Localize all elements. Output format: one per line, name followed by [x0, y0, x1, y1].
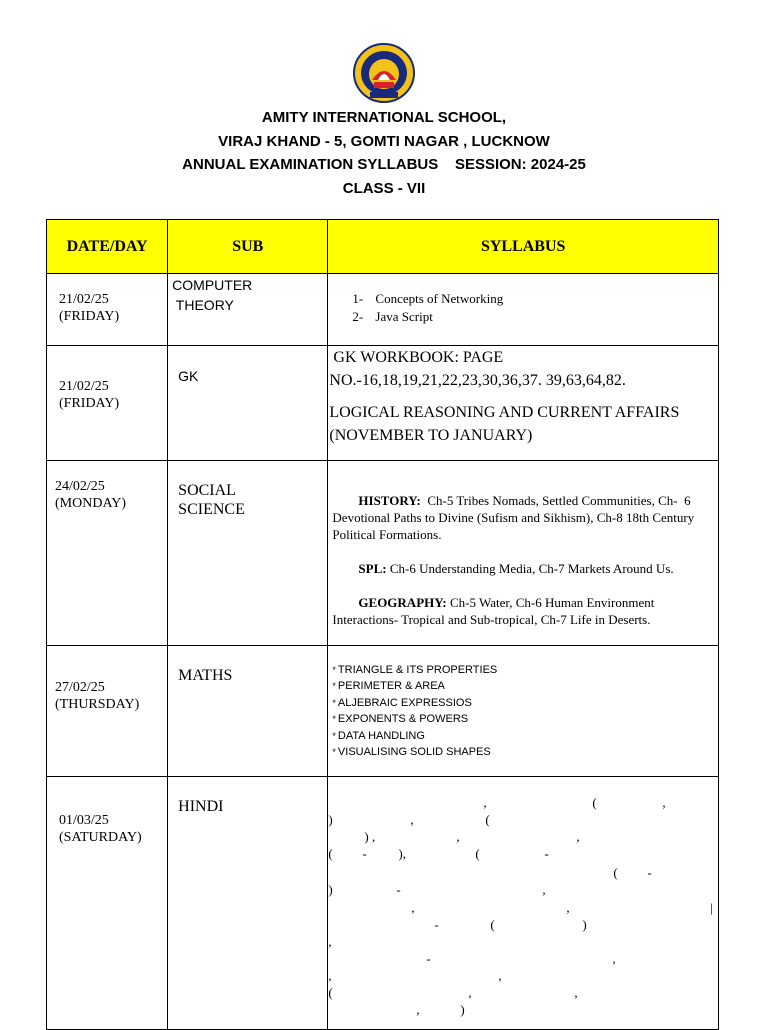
list-item: * ALJEBRAIC EXPRESSIOS: [332, 695, 718, 711]
text-fragment: -: [434, 917, 439, 932]
list-item: * PERIMETER & AREA: [332, 678, 718, 694]
list-item: * DATA HANDLING: [332, 728, 718, 744]
subject-name-cont: SCIENCE: [178, 501, 245, 518]
syllabus-cell: [328, 777, 719, 1030]
school-address: VIRAJ KHAND - 5, GOMTI NAGAR , LUCKNOW: [218, 132, 550, 150]
subject-cell: [168, 461, 328, 646]
table-header-row: [47, 220, 719, 274]
text-fragment: (: [613, 865, 618, 880]
history-label: HISTORY:: [358, 493, 421, 508]
text-fragment: ): [328, 812, 333, 827]
text-fragment: ) ,: [364, 829, 376, 844]
text-fragment: ,: [566, 900, 570, 915]
subject-cell: [168, 346, 328, 461]
exam-session: ANNUAL EXAMINATION SYLLABUS SESSION: 2024-25: [182, 156, 586, 173]
subject-name: HINDI: [178, 798, 224, 815]
date-cell: [47, 777, 168, 1030]
header-sub: SUB: [168, 220, 328, 274]
subject-name: GK: [178, 368, 199, 384]
text-fragment: -: [362, 846, 367, 861]
text-fragment: ,: [328, 934, 332, 949]
text-fragment: ): [328, 882, 333, 897]
text-fragment: ,: [468, 985, 472, 1000]
text-fragment: ,: [456, 829, 460, 844]
text-fragment: -: [396, 882, 401, 897]
text-fragment: ,: [483, 795, 487, 810]
text-fragment: ,: [662, 795, 666, 810]
table-row: [47, 346, 719, 461]
exam-day: (FRIDAY): [59, 309, 120, 324]
text-fragment: (: [328, 846, 333, 861]
subject-cell: [168, 646, 328, 777]
syllabus-cell: [328, 274, 719, 346]
syllabus-table: [46, 219, 719, 1030]
school-header: [0, 106, 768, 200]
text-fragment: ,: [328, 968, 332, 983]
exam-date: 21/02/25: [59, 379, 109, 394]
subject-name: COMPUTER: [172, 277, 253, 293]
school-logo: [350, 42, 418, 104]
text-fragment: -: [426, 951, 431, 966]
subject-name: MATHS: [178, 667, 233, 684]
syllabus-cell: [328, 646, 719, 777]
exam-date: 21/02/25: [59, 292, 109, 307]
text-fragment: ,: [576, 829, 580, 844]
header-date: DATE/DAY: [47, 220, 168, 274]
text-fragment: (: [592, 795, 597, 810]
exam-day: (SATURDAY): [59, 830, 142, 845]
hindi-syllabus: [328, 777, 718, 1027]
list-item: 1- Concepts of Networking: [352, 291, 504, 306]
gk-reasoning: LOGICAL REASONING AND CURRENT AFFAIRS (NOVEMBER TO JANUARY): [329, 404, 680, 444]
text-fragment: ,: [411, 900, 415, 915]
list-item: * TRIANGLE & ITS PROPERTIES: [332, 662, 718, 678]
list-item: * VISUALISING SOLID SHAPES: [332, 744, 718, 760]
school-name: AMITY INTERNATIONAL SCHOOL,: [261, 109, 507, 126]
geography-text: Ch-5 Water, Ch-6 Human Environment Interactions- Tropical and Sub-tropical, Ch-7 Life in Deserts.: [332, 595, 658, 627]
header-syllabus: SYLLABUS: [328, 220, 719, 274]
syllabus-cell: [328, 346, 719, 461]
exam-day: (FRIDAY): [59, 396, 120, 411]
text-fragment: ,: [612, 951, 616, 966]
text-fragment: -: [647, 865, 652, 880]
text-fragment: (: [475, 846, 480, 861]
table-row: [47, 777, 719, 1030]
text-fragment: (: [485, 812, 490, 827]
table-row: [47, 274, 719, 346]
date-cell: [47, 461, 168, 646]
exam-date: 27/02/25: [55, 680, 105, 695]
list-item: * EXPONENTS & POWERS: [332, 711, 718, 727]
date-cell: [47, 346, 168, 461]
table-row: [47, 461, 719, 646]
text-fragment: ): [460, 1002, 465, 1017]
date-cell: [47, 274, 168, 346]
syllabus-cell: [328, 461, 719, 646]
text-fragment: ),: [398, 846, 406, 861]
table-row: [47, 646, 719, 777]
text-fragment: ,: [574, 985, 578, 1000]
text-fragment: (: [328, 985, 333, 1000]
subject-name: SOCIAL: [178, 482, 236, 499]
subject-name-cont: THEORY: [172, 297, 234, 313]
text-fragment: ,: [416, 1002, 420, 1017]
text-fragment: -: [544, 846, 549, 861]
exam-date: 01/03/25: [59, 813, 109, 828]
subject-cell: [168, 777, 328, 1030]
text-fragment: ,: [498, 968, 502, 983]
text-fragment: (: [490, 917, 495, 932]
text-fragment: ,: [542, 882, 546, 897]
subject-cell: [168, 274, 328, 346]
exam-day: (THURSDAY): [55, 697, 140, 712]
gk-workbook: GK WORKBOOK: PAGE NO.-16,18,19,21,22,23,30,36,37. 39,63,64,82.: [329, 349, 626, 389]
exam-date: 24/02/25: [55, 479, 105, 494]
class-title: CLASS - VII: [342, 179, 426, 197]
spl-label: SPL:: [358, 561, 387, 576]
exam-day: (MONDAY): [55, 496, 127, 511]
date-cell: [47, 646, 168, 777]
text-fragment: ): [582, 917, 587, 932]
history-text: Ch-5 Tribes Nomads, Settled Communities, Ch- 6 Devotional Paths to Divine (Sufism and Sikhism), Ch-8 18th Century Political Formations.: [332, 493, 698, 542]
list-item: 2- Java Script: [352, 308, 433, 324]
text-fragment: |: [710, 900, 714, 915]
text-fragment: ,: [410, 812, 414, 827]
geography-label: GEOGRAPHY:: [358, 595, 447, 610]
spl-text: Ch-6 Understanding Media, Ch-7 Markets Around Us.: [386, 561, 674, 576]
